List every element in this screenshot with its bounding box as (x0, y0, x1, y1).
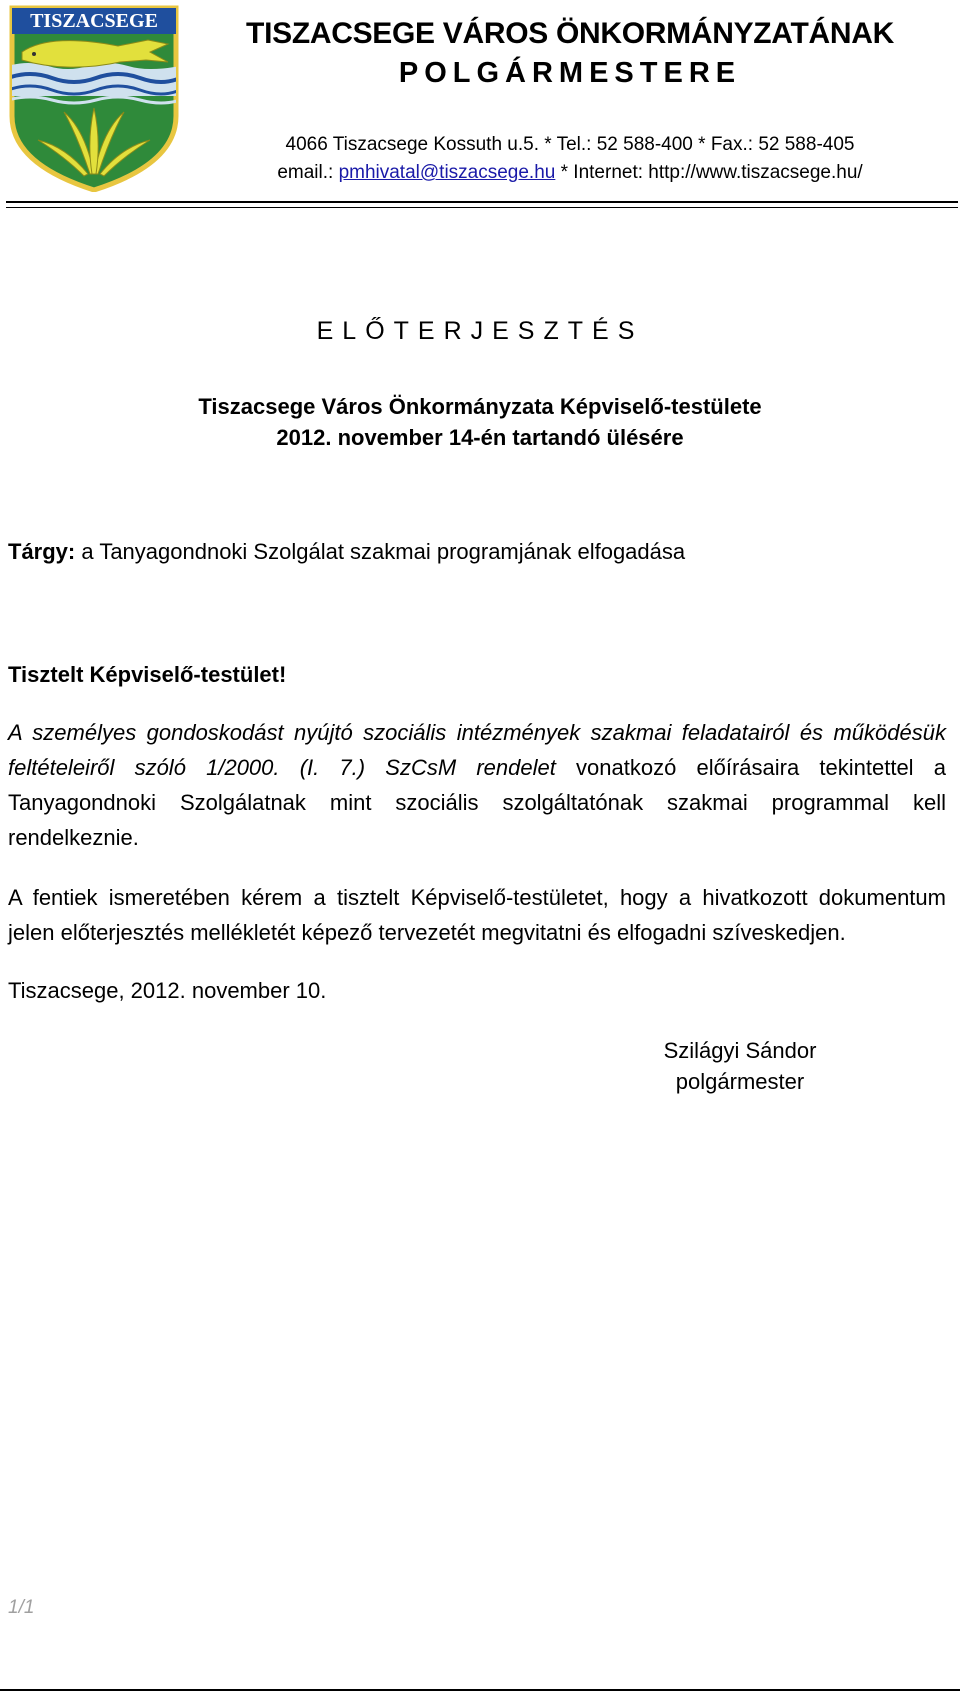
footer-rule (0, 1689, 960, 1691)
org-subtitle: POLGÁRMESTERE (398, 57, 742, 89)
signer-name: Szilágyi Sándor (663, 1038, 817, 1063)
paragraph-2: A fentiek ismeretében kérem a tisztelt Képviselő-testületet, hogy a hivatkozott dokumentum jelen előterjesztés mellékletét képező tervezetét megvitatni és elfogadni szíveskedjen. (8, 885, 946, 945)
address-line: 4066 Tiszacsege Kossuth u.5. * Tel.: 52 588-400 * Fax.: 52 588-405 (285, 134, 855, 155)
meeting-line-2: 2012. november 14-én tartandó ülésére (276, 425, 684, 450)
paragraph-1 (8, 715, 946, 855)
subject-text: a Tanyagondnoki Szolgálat szakmai programjának elfogadása (75, 539, 686, 564)
org-title: TISZACSEGE VÁROS ÖNKORMÁNYZATÁNAK (246, 17, 894, 50)
subject-line (8, 536, 948, 568)
coat-of-arms-logo (8, 4, 180, 192)
contact-line (200, 159, 940, 187)
email-link[interactable]: pmhivatal@tiszacsege.hu (338, 162, 556, 183)
regulation-reference: A személyes gondoskodást nyújtó szociális intézmények szakmai feladatairól és működésük feltételeiről szóló 1/2000. (I. 7.) SzCsM rendelet (8, 720, 946, 780)
salutation: Tisztelt Képviselő-testület! (8, 662, 287, 687)
email-label: email.: (277, 162, 339, 183)
header-rule (6, 201, 958, 203)
signer-role: polgármester (675, 1069, 805, 1094)
subject-label: Tárgy: (8, 539, 76, 564)
meeting-line-1: Tiszacsege Város Önkormányzata Képviselő-testülete (198, 394, 762, 419)
internet-text: * Internet: http://www.tiszacsege.hu/ (555, 162, 863, 183)
header-rule-thin (6, 207, 958, 208)
document-heading: ELŐTERJESZTÉS (316, 317, 644, 345)
page-number: 1/1 (8, 1597, 35, 1618)
place-date: Tiszacsege, 2012. november 10. (8, 978, 327, 1003)
logo-text: TISZACSEGE (30, 10, 158, 32)
paragraph-1-text: vonatkozó előírásaira tekintettel a Tanyagondnoki Szolgálatnak mint szociális szolgáltatónak szakmai programmal kell rendelkeznie. (8, 755, 946, 850)
